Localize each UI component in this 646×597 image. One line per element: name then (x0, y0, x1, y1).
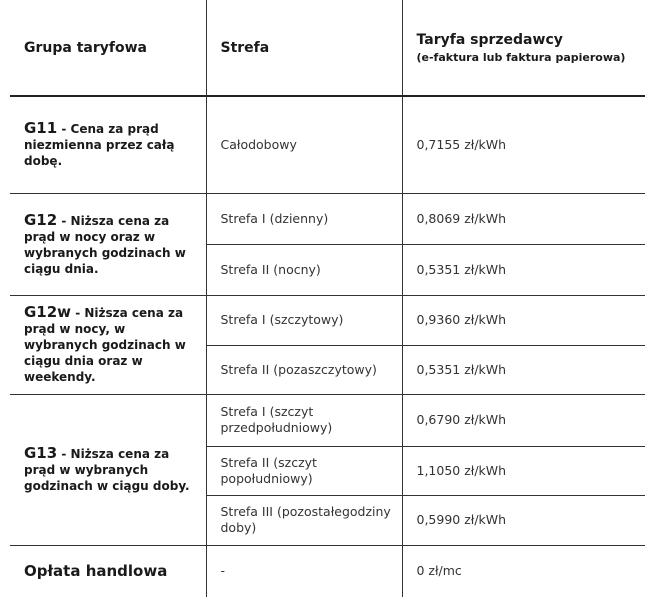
zone-cell: Strefa II (szczyt popołudniowy) (206, 446, 402, 495)
price-cell: 0,6790 zł/kWh (402, 394, 645, 446)
zone-cell: Strefa II (nocny) (206, 244, 402, 295)
tariff-table (10, 0, 645, 597)
zone-cell: Strefa II (pozaszczytowy) (206, 345, 402, 394)
fee-zone: - (206, 545, 402, 597)
group-code: G12w (24, 303, 72, 321)
group-cell-g12 (10, 193, 206, 295)
header-zone-label: Strefa (220, 39, 270, 56)
zone-cell: Strefa I (szczytowy) (206, 295, 402, 345)
group-code: G11 (24, 119, 58, 138)
header-group (10, 0, 206, 96)
group-cell-g13 (10, 394, 206, 545)
header-zone (206, 0, 402, 96)
fee-label: Opłata handlowa (10, 545, 206, 597)
table-row (10, 96, 645, 193)
header-tariff-subtitle: (e-faktura lub faktura papierowa) (416, 50, 626, 64)
header-tariff (402, 0, 645, 96)
group-description: - Cena za prąd niezmienna przez całą dobę. (24, 122, 175, 169)
price-cell: 0,7155 zł/kWh (402, 96, 645, 193)
zone-cell: Strefa III (pozostałegodziny doby) (206, 495, 402, 545)
table-row (10, 394, 645, 446)
table-row (10, 193, 645, 244)
group-description: - Niższa cena za prąd w nocy, w wybranych godzinach w ciągu dnia oraz w weekendy. (24, 306, 186, 384)
price-cell: 0,5351 zł/kWh (402, 244, 645, 295)
price-cell: 0,5990 zł/kWh (402, 495, 645, 545)
table-row (10, 295, 645, 345)
price-cell: 0,8069 zł/kWh (402, 193, 645, 244)
price-cell: 1,1050 zł/kWh (402, 446, 645, 495)
group-description: - Niższa cena za prąd w nocy oraz w wybranych godzinach w ciągu dnia. (24, 213, 186, 276)
fee-price: 0 zł/mc (402, 545, 645, 597)
zone-cell: Całodobowy (206, 96, 402, 193)
group-code: G13 (24, 444, 58, 462)
price-cell: 0,5351 zł/kWh (402, 345, 645, 394)
group-description: - Niższa cena za prąd w wybranych godzinach w ciągu doby. (24, 447, 190, 493)
header-group-label: Grupa taryfowa (24, 39, 147, 56)
group-cell-g11 (10, 96, 206, 193)
header-tariff-title: Taryfa sprzedawcy (416, 31, 563, 48)
group-code: G12 (24, 210, 58, 229)
group-cell-g12w (10, 295, 206, 394)
fee-row (10, 545, 645, 597)
header-row (10, 0, 645, 96)
zone-cell: Strefa I (szczyt przedpołudniowy) (206, 394, 402, 446)
zone-cell: Strefa I (dzienny) (206, 193, 402, 244)
price-cell: 0,9360 zł/kWh (402, 295, 645, 345)
